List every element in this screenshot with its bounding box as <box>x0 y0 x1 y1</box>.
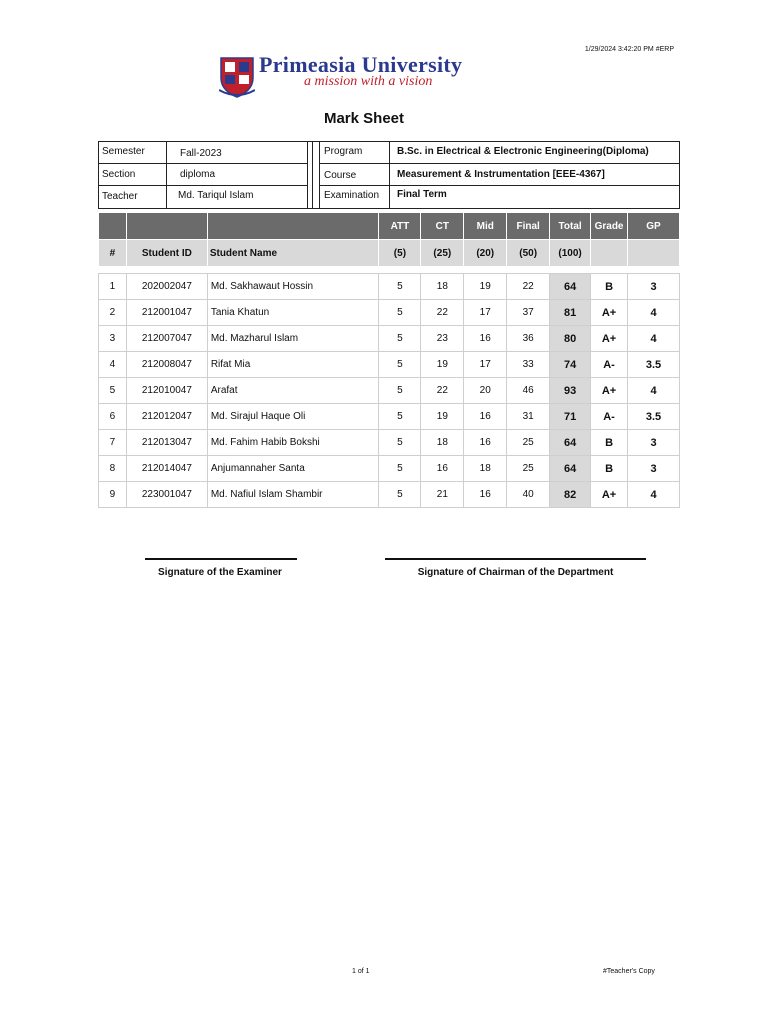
student-id: 212012047 <box>126 404 207 430</box>
university-tagline: a mission with a vision <box>304 74 433 89</box>
program-label: Program <box>324 146 363 157</box>
ct-mark: 19 <box>421 404 464 430</box>
max-mid: (20) <box>464 240 507 267</box>
total-mark: 64 <box>550 456 591 482</box>
grade-point: 4 <box>628 326 680 352</box>
ct-mark: 21 <box>421 482 464 508</box>
table-row <box>99 456 680 482</box>
att-mark: 5 <box>379 352 421 378</box>
total-mark: 81 <box>550 300 591 326</box>
mid-mark: 20 <box>464 378 507 404</box>
grade: A+ <box>591 378 628 404</box>
col-att: ATT <box>379 213 421 240</box>
row-number: 5 <box>99 378 127 404</box>
page-title: Mark Sheet <box>323 110 405 127</box>
mid-mark: 16 <box>464 430 507 456</box>
col-total: Total <box>550 213 591 240</box>
table-subheader-row <box>99 240 680 267</box>
exam-label: Examination <box>324 190 380 201</box>
ct-mark: 18 <box>421 430 464 456</box>
total-mark: 82 <box>550 482 591 508</box>
university-crest-logo <box>219 56 255 98</box>
student-name: Md. Nafiul Islam Shambir <box>207 482 379 508</box>
student-id: 212007047 <box>126 326 207 352</box>
student-name: Tania Khatun <box>207 300 379 326</box>
row-number: 7 <box>99 430 127 456</box>
course-label: Course <box>324 170 357 181</box>
student-name: Arafat <box>207 378 379 404</box>
table-row <box>99 404 680 430</box>
row-number: 9 <box>99 482 127 508</box>
student-name: Md. Sakhawaut Hossin <box>207 274 379 300</box>
student-name: Md. Sirajul Haque Oli <box>207 404 379 430</box>
max-total: (100) <box>550 240 591 267</box>
row-number: 3 <box>99 326 127 352</box>
row-number: 4 <box>99 352 127 378</box>
col-mid: Mid <box>464 213 507 240</box>
student-name: Rifat Mia <box>207 352 379 378</box>
student-id: 212014047 <box>126 456 207 482</box>
final-mark: 25 <box>507 456 550 482</box>
grade: A+ <box>591 326 628 352</box>
grade-point: 4 <box>628 300 680 326</box>
table-row <box>99 352 680 378</box>
student-name: Md. Fahim Habib Bokshi <box>207 430 379 456</box>
final-mark: 36 <box>507 326 550 352</box>
teacher-value: Md. Tariqul Islam <box>178 190 254 201</box>
final-mark: 40 <box>507 482 550 508</box>
col-student-name: Student Name <box>207 240 379 267</box>
col-student-id: Student ID <box>126 240 207 267</box>
mid-mark: 16 <box>464 404 507 430</box>
att-mark: 5 <box>379 326 421 352</box>
att-mark: 5 <box>379 274 421 300</box>
final-mark: 22 <box>507 274 550 300</box>
grade-point: 3 <box>628 274 680 300</box>
col-gp: GP <box>628 213 680 240</box>
grade-point: 4 <box>628 482 680 508</box>
ct-mark: 18 <box>421 274 464 300</box>
grade-point: 3 <box>628 456 680 482</box>
section-value: diploma <box>180 169 216 180</box>
ct-mark: 22 <box>421 300 464 326</box>
table-row <box>99 378 680 404</box>
table-row <box>99 274 680 300</box>
att-mark: 5 <box>379 482 421 508</box>
ct-mark: 22 <box>421 378 464 404</box>
grade: A- <box>591 404 628 430</box>
student-id: 223001047 <box>126 482 207 508</box>
final-mark: 31 <box>507 404 550 430</box>
teacher-label: Teacher <box>102 191 138 202</box>
final-mark: 33 <box>507 352 550 378</box>
total-mark: 93 <box>550 378 591 404</box>
student-id: 202002047 <box>126 274 207 300</box>
att-mark: 5 <box>379 300 421 326</box>
col-ct: CT <box>421 213 464 240</box>
att-mark: 5 <box>379 430 421 456</box>
exam-value: Final Term <box>397 189 447 200</box>
att-mark: 5 <box>379 378 421 404</box>
chairman-signature-line <box>385 558 646 560</box>
university-name: Primeasia University <box>259 52 463 77</box>
grade-point: 3 <box>628 430 680 456</box>
col-final: Final <box>507 213 550 240</box>
total-mark: 64 <box>550 430 591 456</box>
chairman-signature-label: Signature of Chairman of the Department <box>417 567 614 578</box>
att-mark: 5 <box>379 456 421 482</box>
timestamp: 1/29/2024 3:42:20 PM #ERP <box>584 46 674 53</box>
semester-label: Semester <box>102 146 145 157</box>
max-final: (50) <box>507 240 550 267</box>
table-row <box>99 326 680 352</box>
mid-mark: 19 <box>464 274 507 300</box>
grade: A- <box>591 352 628 378</box>
grade-point: 4 <box>628 378 680 404</box>
copy-label: #Teacher's Copy <box>603 968 655 975</box>
row-number: 2 <box>99 300 127 326</box>
student-id: 212008047 <box>126 352 207 378</box>
row-number: 8 <box>99 456 127 482</box>
student-name: Anjumannaher Santa <box>207 456 379 482</box>
col-num: # <box>99 240 127 267</box>
grade: B <box>591 456 628 482</box>
program-value: B.Sc. in Electrical & Electronic Engineering(Diploma) <box>397 146 649 157</box>
examiner-signature-line <box>145 558 297 560</box>
table-header-row <box>99 213 680 240</box>
final-mark: 37 <box>507 300 550 326</box>
max-ct: (25) <box>421 240 464 267</box>
total-mark: 80 <box>550 326 591 352</box>
ct-mark: 19 <box>421 352 464 378</box>
grade-point: 3.5 <box>628 404 680 430</box>
section-label: Section <box>102 169 136 180</box>
att-mark: 5 <box>379 404 421 430</box>
student-id: 212001047 <box>126 300 207 326</box>
ct-mark: 23 <box>421 326 464 352</box>
col-grade: Grade <box>591 213 628 240</box>
table-row <box>99 482 680 508</box>
table-row <box>99 430 680 456</box>
mid-mark: 17 <box>464 300 507 326</box>
row-number: 6 <box>99 404 127 430</box>
student-name: Md. Mazharul Islam <box>207 326 379 352</box>
row-number: 1 <box>99 274 127 300</box>
grade: A+ <box>591 300 628 326</box>
grade: A+ <box>591 482 628 508</box>
total-mark: 64 <box>550 274 591 300</box>
mid-mark: 18 <box>464 456 507 482</box>
grade-point: 3.5 <box>628 352 680 378</box>
grade: B <box>591 430 628 456</box>
course-value: Measurement & Instrumentation [EEE-4367] <box>397 169 605 180</box>
student-id: 212010047 <box>126 378 207 404</box>
total-mark: 74 <box>550 352 591 378</box>
max-att: (5) <box>379 240 421 267</box>
table-row <box>99 300 680 326</box>
final-mark: 25 <box>507 430 550 456</box>
mid-mark: 16 <box>464 482 507 508</box>
final-mark: 46 <box>507 378 550 404</box>
semester-value: Fall-2023 <box>180 148 222 159</box>
page-number: 1 of 1 <box>352 968 370 975</box>
student-id: 212013047 <box>126 430 207 456</box>
course-info-box <box>98 141 680 209</box>
mid-mark: 16 <box>464 326 507 352</box>
grade: B <box>591 274 628 300</box>
mid-mark: 17 <box>464 352 507 378</box>
marks-table <box>98 212 680 508</box>
ct-mark: 16 <box>421 456 464 482</box>
total-mark: 71 <box>550 404 591 430</box>
examiner-signature-label: Signature of the Examiner <box>158 567 282 578</box>
